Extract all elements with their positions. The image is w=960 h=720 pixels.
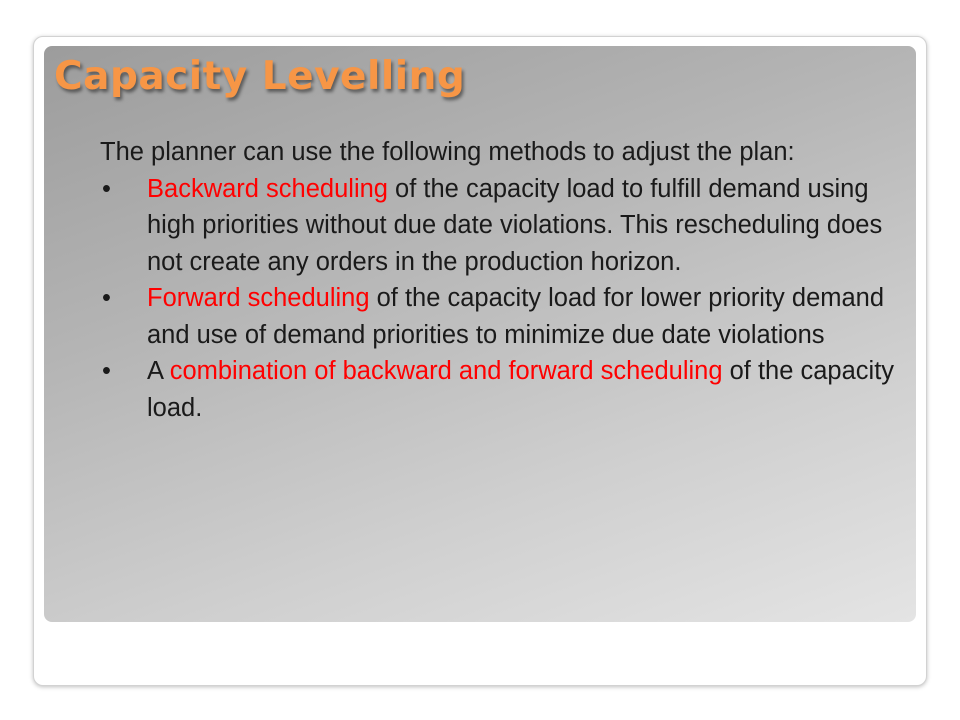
bullet-highlight: combination of backward and forward scheduling	[169, 357, 723, 385]
bullet-dot-icon: •	[102, 357, 111, 385]
bullet-rest: of the capacity load to fulfill demand using high priorities without due date violations. This rescheduling does not create any orders in the production horizon.	[147, 174, 883, 276]
slide-body	[100, 134, 910, 426]
bullet-item-combination	[100, 353, 910, 426]
bullet-dot-icon: •	[102, 174, 111, 203]
slide-title: Capacity Levelling	[54, 54, 466, 99]
bullet-item-forward	[100, 280, 910, 353]
bullet-rest: of the capacity load for lower priority demand and use of demand priorities to minimize due date violations	[147, 284, 885, 349]
bullet-dot-icon: •	[102, 284, 111, 312]
bullet-list	[100, 171, 910, 427]
bullet-rest: of the capacity load.	[147, 357, 895, 422]
bullet-lead: A	[147, 357, 170, 385]
bullet-item-backward	[100, 171, 910, 281]
bullet-highlight: Forward scheduling	[147, 284, 370, 312]
intro-text: The planner can use the following methods to adjust the plan:	[100, 138, 795, 166]
bullet-highlight: Backward scheduling	[147, 174, 388, 203]
